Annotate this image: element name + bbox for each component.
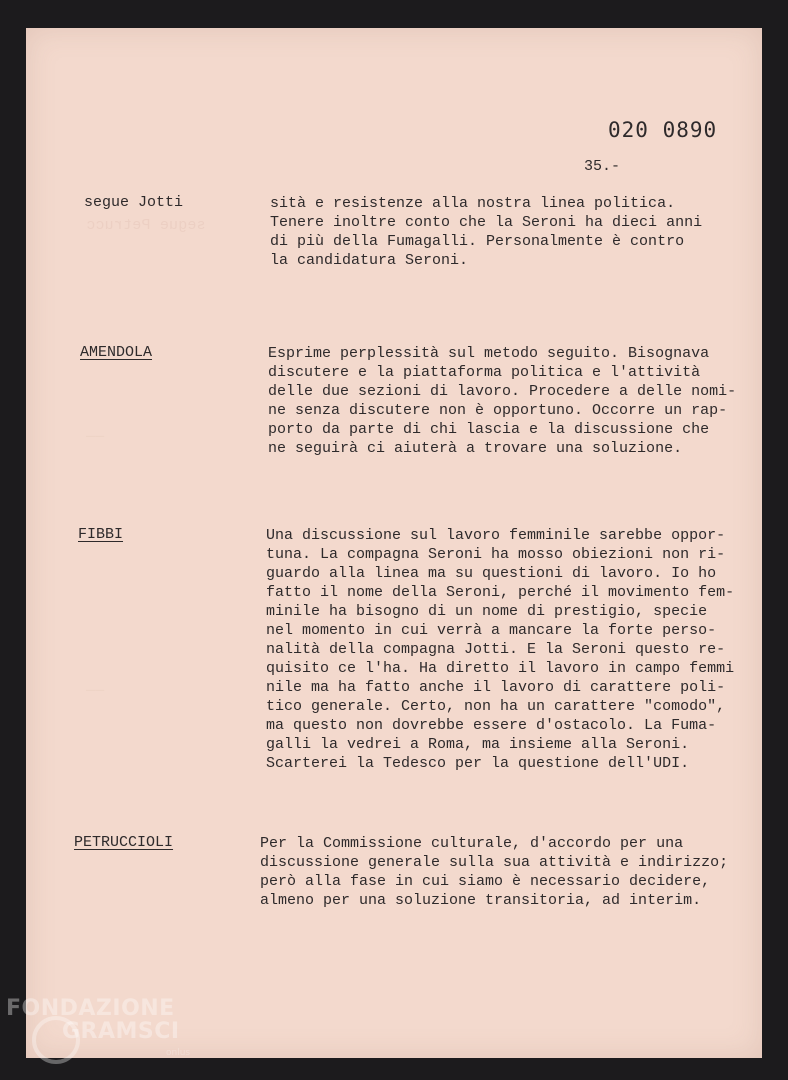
- watermark-line1: FONDAZIONE: [6, 996, 175, 1021]
- watermark-line2: GRAMSCI: [62, 1019, 180, 1044]
- speech-line: nile ma ha fatto anche il lavoro di carattere poli-: [266, 679, 726, 696]
- speech-line: Tenere inoltre conto che la Seroni ha dieci anni: [270, 214, 703, 231]
- bleed-through-text: segue Petrucc: [86, 217, 206, 234]
- speech-text: [266, 526, 734, 773]
- speech-line: ne seguirà ci aiuterà a trovare una soluzione.: [268, 440, 683, 457]
- speech-line: fatto il nome della Seroni, perché il movimento fem-: [266, 584, 735, 601]
- speech-line: tico generale. Certo, non ha un carattere "comodo",: [266, 698, 726, 715]
- speech-line: ma questo non dovrebbe essere d'ostacolo. La Fuma-: [266, 717, 717, 734]
- speech-line: Una discussione sul lavoro femminile sarebbe oppor-: [266, 527, 726, 544]
- speech-line: delle due sezioni di lavoro. Procedere a delle nomi-: [268, 383, 737, 400]
- archive-number: 020 0890: [608, 118, 718, 142]
- watermark-small: onlus: [166, 1048, 191, 1058]
- speaker-name: FIBBI: [78, 526, 124, 543]
- speech-text: [260, 834, 728, 910]
- speech-line: di più della Fumagalli. Personalmente è contro: [270, 233, 685, 250]
- page-number: 35.-: [584, 158, 621, 175]
- speech-line: però alla fase in cui siamo è necessario decidere,: [260, 873, 711, 890]
- speech-line: discussione generale sulla sua attività e indirizzo;: [260, 854, 729, 871]
- speaker-name: PETRUCCIOLI: [74, 834, 174, 851]
- speech-line: tuna. La compagna Seroni ha mosso obiezioni non ri-: [266, 546, 726, 563]
- speech-line: galli la vedrei a Roma, ma insieme alla Seroni.: [266, 736, 690, 753]
- speaker-name: segue Jotti: [84, 194, 184, 211]
- speaker-name: AMENDOLA: [80, 344, 153, 361]
- speech-line: discutere e la piattaforma politica e l'attività: [268, 364, 701, 381]
- speech-line: almeno per una soluzione transitoria, ad interim.: [260, 892, 702, 909]
- speech-line: Esprime perplessità sul metodo seguito. Bisognava: [268, 345, 710, 362]
- speech-line: guardo alla linea ma su questioni di lavoro. Io ho: [266, 565, 717, 582]
- fondazione-gramsci-watermark: [6, 990, 206, 1070]
- speech-line: la candidatura Seroni.: [270, 252, 469, 269]
- bleed-through-text: __: [86, 677, 105, 694]
- speech-text: [270, 194, 702, 270]
- speech-line: Scarterei la Tedesco per la questione dell'UDI.: [266, 755, 690, 772]
- document-page: [26, 28, 762, 1058]
- speech-text: [268, 344, 736, 458]
- speech-line: minile ha bisogno di un nome di prestigio, specie: [266, 603, 708, 620]
- speech-line: nel momento in cui verrà a mancare la forte perso-: [266, 622, 717, 639]
- speech-line: ne senza discutere non è opportuno. Occorre un rap-: [268, 402, 728, 419]
- speech-line: sità e resistenze alla nostra linea politica.: [270, 195, 676, 212]
- speech-line: Per la Commissione culturale, d'accordo per una: [260, 835, 684, 852]
- bleed-through-text: __: [86, 423, 105, 440]
- speech-line: porto da parte di chi lascia e la discussione che: [268, 421, 710, 438]
- speech-line: nalità della compagna Jotti. E la Seroni questo re-: [266, 641, 726, 658]
- speech-line: quisito ce l'ha. Ha diretto il lavoro in campo femmi: [266, 660, 735, 677]
